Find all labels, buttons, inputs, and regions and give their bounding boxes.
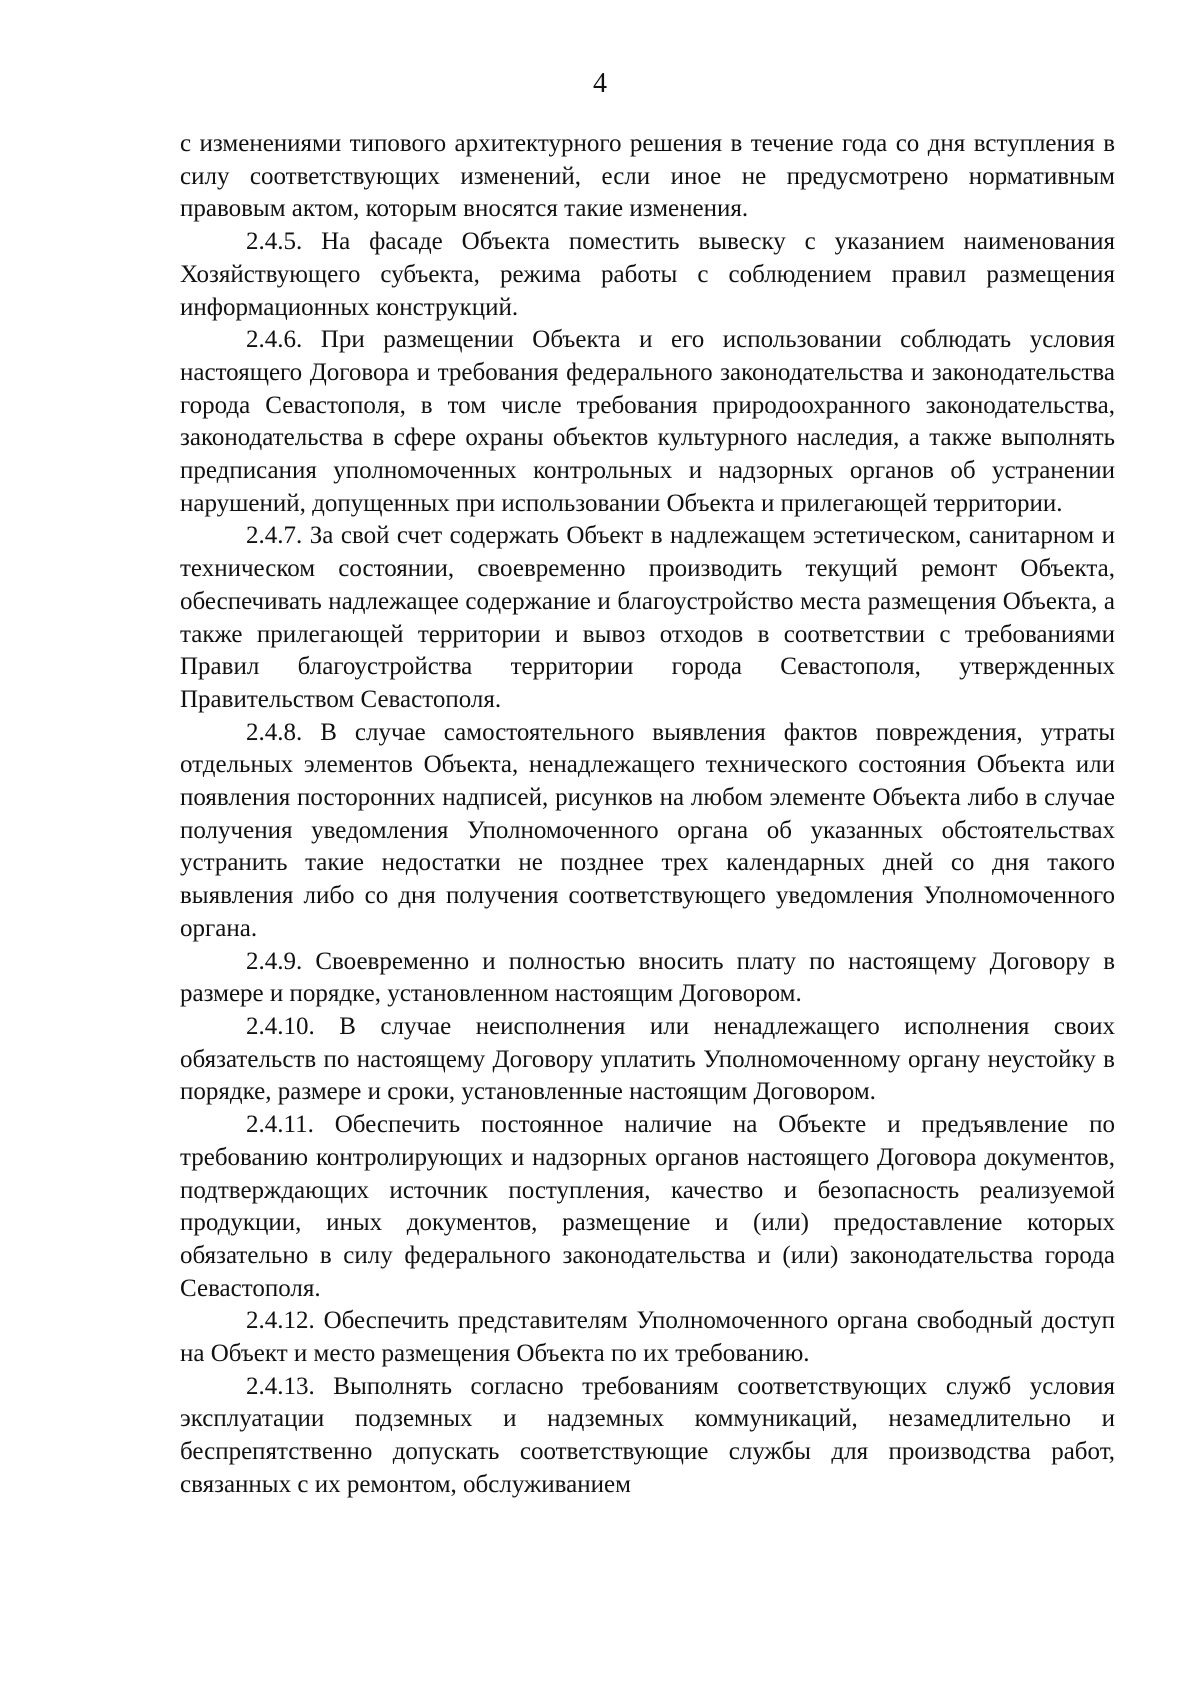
paragraph-2-4-12: 2.4.12. Обеспечить представителям Уполномоченного органа свободный доступ на Объект и место размещения Объекта по их требованию. xyxy=(180,1307,1115,1368)
paragraph-2-4-7: 2.4.7. За свой счет содержать Объект в надлежащем эстетическом, санитарном и техническом состоянии, своевременно производить текущий ремонт Объекта, обеспечивать надлежащее содержание и благоустройство места размещения Объекта, а также прилегающей территории и вывоз отходов в соответствии с требованиями Правил благоустройства территории города Севастополя, утвержденных Правительством Севастополя. xyxy=(180,522,1115,713)
paragraph-continuation: с изменениями типового архитектурного решения в течение года со дня вступления в силу соответствующих изменений, если иное не предусмотрено нормативным правовым актом, которым вносятся такие изменения. xyxy=(180,130,1115,223)
paragraph-2-4-6: 2.4.6. При размещении Объекта и его использовании соблюдать условия настоящего Договора и требования федерального законодательства и законодательства города Севастополя, в том числе требования природоохранного законодательства, законодательства в сфере охраны объектов культурного наследия, а также выполнять предписания уполномоченных контрольных и надзорных органов об устранении нарушений, допущенных при использовании Объекта и прилегающей территории. xyxy=(180,326,1115,517)
paragraph-2-4-5: 2.4.5. На фасаде Объекта поместить вывеску с указанием наименования Хозяйствующего субъекта, режима работы с соблюдением правил размещения информационных конструкций. xyxy=(180,228,1115,321)
page-number: 4 xyxy=(593,68,607,99)
document-body xyxy=(180,128,1115,1502)
paragraph-2-4-8: 2.4.8. В случае самостоятельного выявления фактов повреждения, утраты отдельных элементов Объекта, ненадлежащего технического состояния Объекта или появления посторонних надписей, рисунков на любом элементе Объекта либо в случае получения уведомления Уполномоченного органа об указанных обстоятельствах устранить такие недостатки не позднее трех календарных дней со дня такого выявления либо со дня получения соответствующего уведомления Уполномоченного органа. xyxy=(180,718,1115,942)
paragraph-2-4-13: 2.4.13. Выполнять согласно требованиям соответствующих служб условия эксплуатации подземных и надземных коммуникаций, незамедлительно и беспрепятственно допускать соответствующие службы для производства работ, связанных с их ремонтом, обслуживанием xyxy=(180,1372,1115,1498)
paragraph-2-4-11: 2.4.11. Обеспечить постоянное наличие на Объекте и предъявление по требованию контролирующих и надзорных органов настоящего Договора документов, подтверждающих источник поступления, качество и безопасность реализуемой продукции, иных документов, размещение и (или) предоставление которых обязательно в силу федерального законодательства и (или) законодательства города Севастополя. xyxy=(180,1111,1115,1302)
paragraph-2-4-10: 2.4.10. В случае неисполнения или ненадлежащего исполнения своих обязательств по настоящему Договору уплатить Уполномоченному органу неустойку в порядке, размере и сроки, установленные настоящим Договором. xyxy=(180,1012,1115,1106)
paragraph-2-4-9: 2.4.9. Своевременно и полностью вносить плату по настоящему Договору в размере и порядке, установленном настоящим Договором. xyxy=(180,947,1115,1008)
